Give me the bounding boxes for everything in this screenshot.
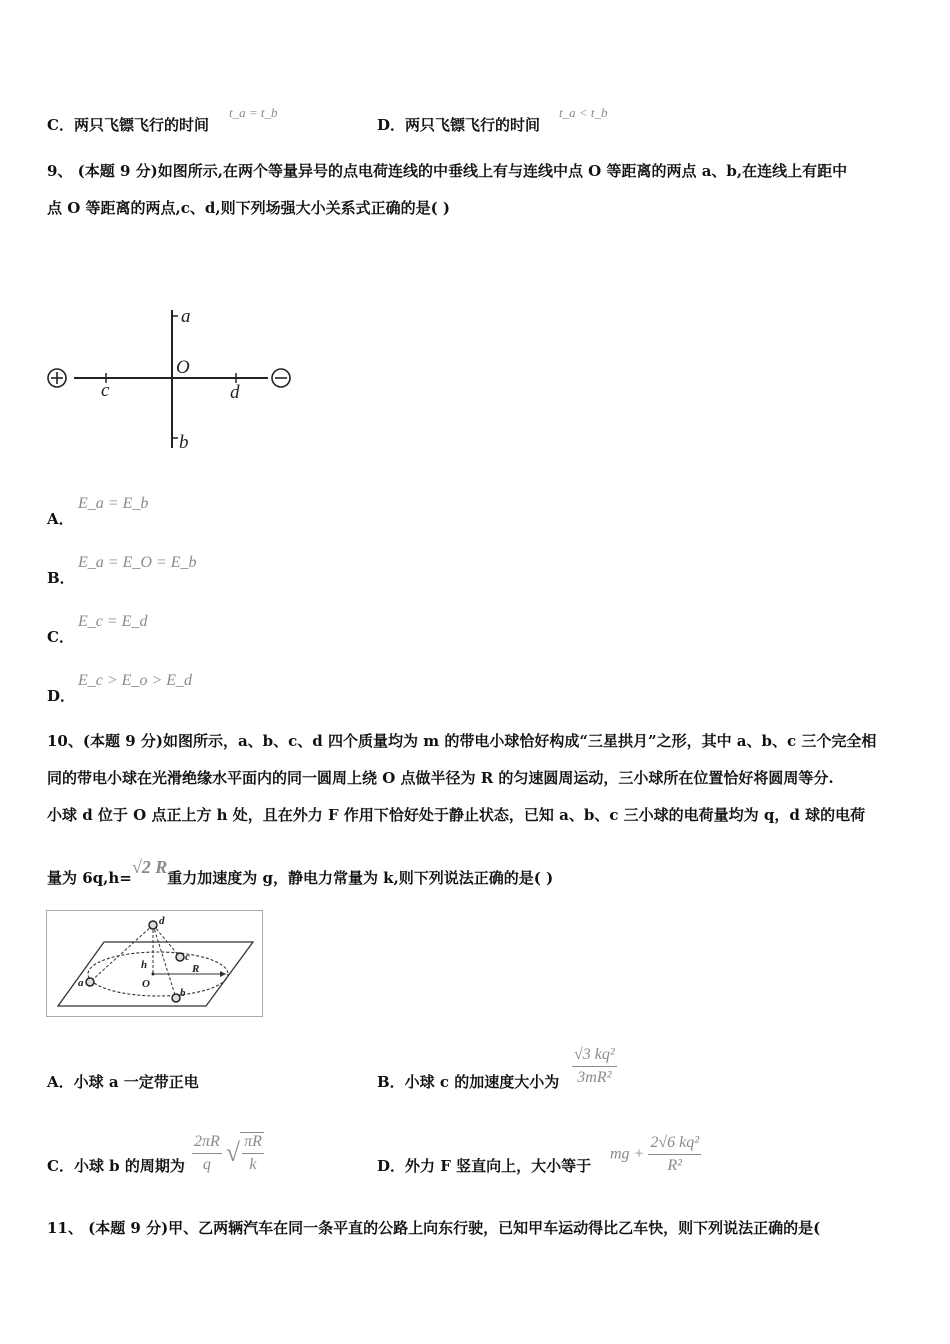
q10-line-4-pre: 量为 6q,h=: [47, 869, 132, 887]
q9-label-b: b: [179, 432, 189, 453]
q10-line-db: [153, 925, 176, 998]
q10-label-o: O: [142, 978, 150, 990]
q10-ball-a: [86, 978, 94, 986]
q10-option-b-num: √3 kq²: [572, 1046, 617, 1067]
q10-label-b: b: [180, 987, 186, 999]
q9-label-a: a: [181, 306, 191, 327]
q8-option-c-formula: [229, 104, 278, 122]
q10-option-d-pre: mg +: [610, 1145, 645, 1163]
q9-option-b-formula: E_a = E_O = E_b: [78, 554, 197, 571]
q9-option-d-label: D．: [47, 687, 76, 705]
q10-label-a: a: [78, 977, 84, 989]
q10-option-b-den: 3mR²: [577, 1069, 612, 1086]
q10-label-c: c: [185, 951, 190, 963]
q10-option-c-formula: [192, 1132, 264, 1174]
q10-label-r: R: [192, 963, 200, 975]
q10-ball-c: [176, 953, 184, 961]
q10-ball-d: [149, 921, 157, 929]
q9-label-d: d: [230, 382, 240, 403]
q11-line-1: 11、 (本题 9 分)甲、乙两辆汽车在同一条平直的公路上向东行驶，已知甲车运动得比乙车快，则下列说法正确的是(: [47, 1219, 821, 1237]
q10-line-4: [47, 857, 554, 889]
q10-option-d-num: 2√6 kq²: [648, 1134, 701, 1155]
q10-ball-b: [172, 994, 180, 1002]
q9-option-c-formula: E_c = E_d: [78, 613, 148, 630]
q10-option-c-rad-num: πR: [242, 1133, 264, 1154]
q10-line-2: 同的带电小球在光滑绝缘水平面内的同一圆周上绕 O 点做半径为 R 的匀速圆周运动，三小球所在位置恰好将圆周等分.: [47, 769, 834, 787]
q9-label-o: O: [176, 357, 190, 378]
q10-line-3: 小球 d 位于 O 点正上方 h 处，且在外力 F 作用下恰好处于静止状态，已知 a、b、c 三小球的电荷量均为 q，d 球的电荷: [47, 806, 866, 824]
q10-option-d-den: R²: [667, 1157, 682, 1174]
q8-option-d-text: D．两只飞镖飞行的时间: [377, 116, 541, 134]
q10-line-4-post: 重力加速度为 g，静电力常量为 k,则下列说法正确的是( ): [167, 869, 554, 887]
q10-radius-arrow: [220, 971, 226, 977]
q10-center-o: [152, 973, 155, 976]
q9-option-a-label: A．: [47, 510, 74, 528]
q9-option-b-label: B．: [47, 569, 75, 587]
q8-option-d-math: t_a < t_b: [559, 105, 608, 120]
q10-option-b-formula: [572, 1046, 617, 1087]
q10-line-da: [90, 925, 153, 982]
q8-option-d: [377, 114, 540, 136]
q8-option-d-formula: [559, 104, 608, 122]
q10-option-c-text: C．小球 b 的周期为: [47, 1157, 185, 1175]
q10-option-d-formula: [610, 1134, 701, 1175]
q9-option-c-label: C．: [47, 628, 74, 646]
q9-line-2: 点 O 等距离的两点,c、d,则下列场强大小关系式正确的是( ): [47, 199, 450, 217]
q10-figure: [46, 910, 264, 1018]
q10-option-c-num: 2πR: [192, 1133, 222, 1154]
q10-option-a: A．小球 a 一定带正电: [47, 1073, 199, 1091]
q9-line-1: 9、 (本题 9 分)如图所示,在两个等量异号的点电荷连线的中垂线上有与连线中点 O 等距离的两点 a、b,在连线上有距中: [47, 162, 848, 180]
q10-label-d: d: [159, 915, 165, 927]
q10-h-formula: √2 R: [131, 857, 168, 877]
q10-label-h: h: [141, 959, 148, 971]
q9-figure: [44, 300, 304, 460]
q8-option-c-text: C．两只飞镖飞行的时间: [47, 116, 209, 134]
q8-option-c-math: t_a = t_b: [229, 105, 278, 120]
q10-option-d-text: D．外力 F 竖直向上，大小等于: [377, 1157, 592, 1175]
q9-label-c: c: [101, 380, 110, 401]
q8-option-c: [47, 114, 209, 136]
q9-option-a-formula: E_a = E_b: [78, 495, 149, 512]
q10-option-b-text: B．小球 c 的加速度大小为: [377, 1073, 560, 1091]
q10-option-c-radical: √: [225, 1138, 241, 1167]
q10-line-1: 10、(本题 9 分)如图所示，a、b、c、d 四个质量均为 m 的带电小球恰好构成“三星拱月”之形，其中 a、b、c 三个完全相: [47, 732, 877, 750]
q10-option-c-rad-den: k: [249, 1156, 257, 1173]
q10-option-c-den: q: [202, 1155, 211, 1173]
q9-option-d-formula: E_c > E_o > E_d: [78, 672, 193, 689]
